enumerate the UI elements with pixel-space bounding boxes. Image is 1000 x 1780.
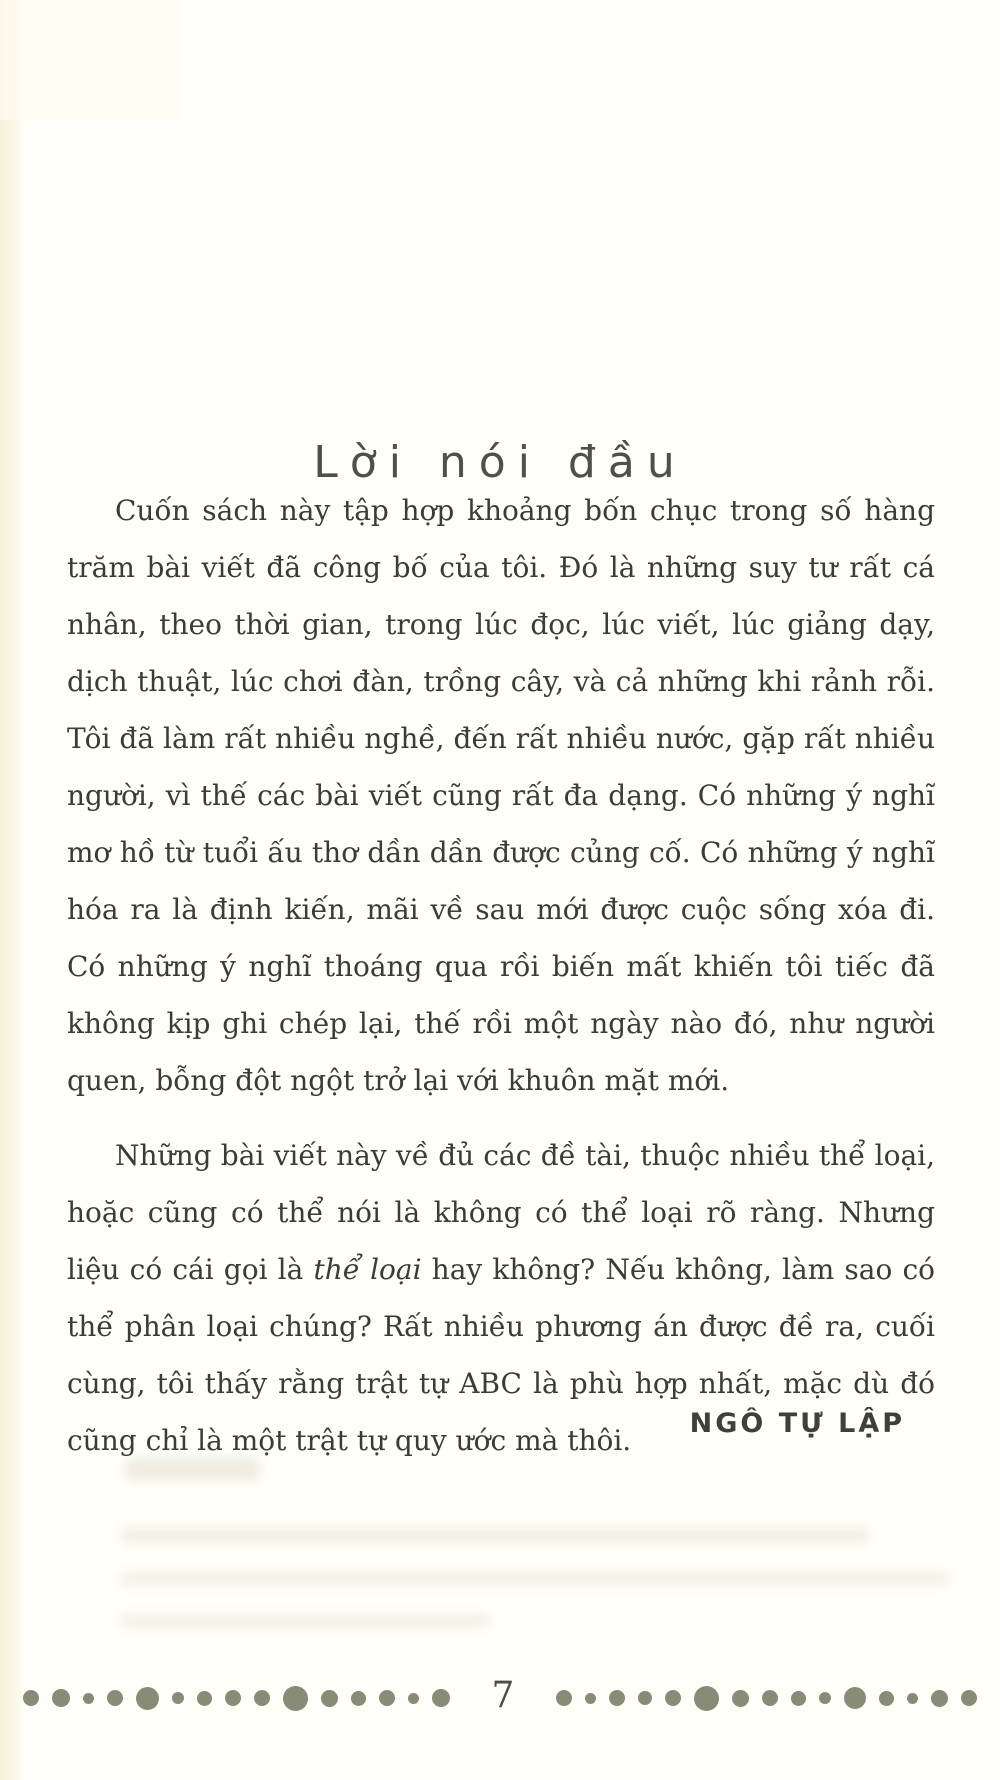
decorative-dot	[225, 1690, 241, 1706]
paragraph-2-text-after: hay không? Nếu không, làm sao có thể phân loại chúng? Rất nhiều phương án được đề ra, cuối cùng, tôi thấy rằng trật tự ABC là phù hợp nhất, mặc dù đó cũng chỉ là một trật tự quy ước mà thôi.	[67, 1253, 935, 1457]
page-footer	[0, 1672, 1000, 1724]
decorative-dot	[351, 1691, 366, 1706]
decorative-dot	[762, 1690, 778, 1706]
bleed-through-smudge	[125, 1458, 260, 1480]
author-signature: NGÔ TỰ LẬP	[689, 1408, 905, 1439]
decorative-dot	[638, 1691, 652, 1705]
decorative-dot	[197, 1691, 212, 1706]
decorative-dot	[585, 1693, 596, 1704]
decorative-dot	[609, 1690, 625, 1706]
decorative-dot	[283, 1686, 308, 1711]
page-number: 7	[491, 1675, 515, 1716]
decorative-dot	[254, 1690, 270, 1706]
scan-corner-tint	[0, 0, 180, 120]
paragraph-2-text-before: Những bài viết này về đủ các đề tài, thuộc nhiều thể loại, hoặc cũng có thể nói là không có thể loại rõ ràng. Nhưng liệu có cái gọi là	[67, 1139, 935, 1286]
decorative-dot	[907, 1693, 918, 1704]
decorative-dot	[931, 1690, 948, 1707]
paragraph-1	[67, 482, 935, 1109]
page-title: Lời nói đầu	[313, 437, 687, 489]
decorative-dot	[52, 1689, 70, 1707]
decorative-dot	[379, 1690, 395, 1706]
paragraph-2-italic-term: thể loại	[313, 1253, 422, 1286]
paragraph-1-text: Cuốn sách này tập hợp khoảng bốn chục trong số hàng trăm bài viết đã công bố của tôi. Đó là những suy tư rất cá nhân, theo thời gian, trong lúc đọc, lúc viết, lúc giảng dạy, dịch thuật, lúc chơi đàn, trồng cây, và cả những khi rảnh rỗi. Tôi đã làm rất nhiều nghề, đến rất nhiều nước, gặp rất nhiều người, vì thế các bài viết cũng rất đa dạng. Có những ý nghĩ mơ hồ từ tuổi ấu thơ dần dần được củng cố. Có những ý nghĩ hóa ra là định kiến, mãi về sau mới được cuộc sống xóa đi. Có những ý nghĩ thoáng qua rồi biến mất khiến tôi tiếc đã không kịp ghi chép lại, thế rồi một ngày nào đó, như người quen, bỗng đột ngột trở lại với khuôn mặt mới.	[67, 494, 935, 1097]
decorative-dots-right	[556, 1686, 977, 1711]
decorative-dot	[694, 1686, 719, 1711]
decorative-dot	[844, 1687, 866, 1709]
bleed-through-smudge	[120, 1614, 490, 1628]
decorative-dot	[732, 1690, 749, 1707]
decorative-dot	[408, 1693, 419, 1704]
decorative-dot	[172, 1692, 184, 1704]
bleed-through-smudge	[120, 1572, 950, 1586]
decorative-dot	[321, 1690, 338, 1707]
decorative-dot	[879, 1691, 894, 1706]
decorative-dot	[819, 1692, 831, 1704]
bleed-through-smudge	[120, 1528, 870, 1543]
preface-body	[67, 482, 935, 1469]
decorative-dot	[432, 1689, 450, 1707]
page-edge-shadow	[0, 0, 26, 1780]
decorative-dot	[83, 1693, 94, 1704]
decorative-dot	[136, 1687, 159, 1710]
decorative-dot	[961, 1690, 977, 1706]
decorative-dot	[665, 1690, 681, 1706]
decorative-dot	[556, 1690, 572, 1706]
decorative-dots-left	[23, 1686, 450, 1711]
decorative-dot	[791, 1691, 806, 1706]
decorative-dot	[107, 1690, 123, 1706]
decorative-dot	[23, 1690, 39, 1706]
